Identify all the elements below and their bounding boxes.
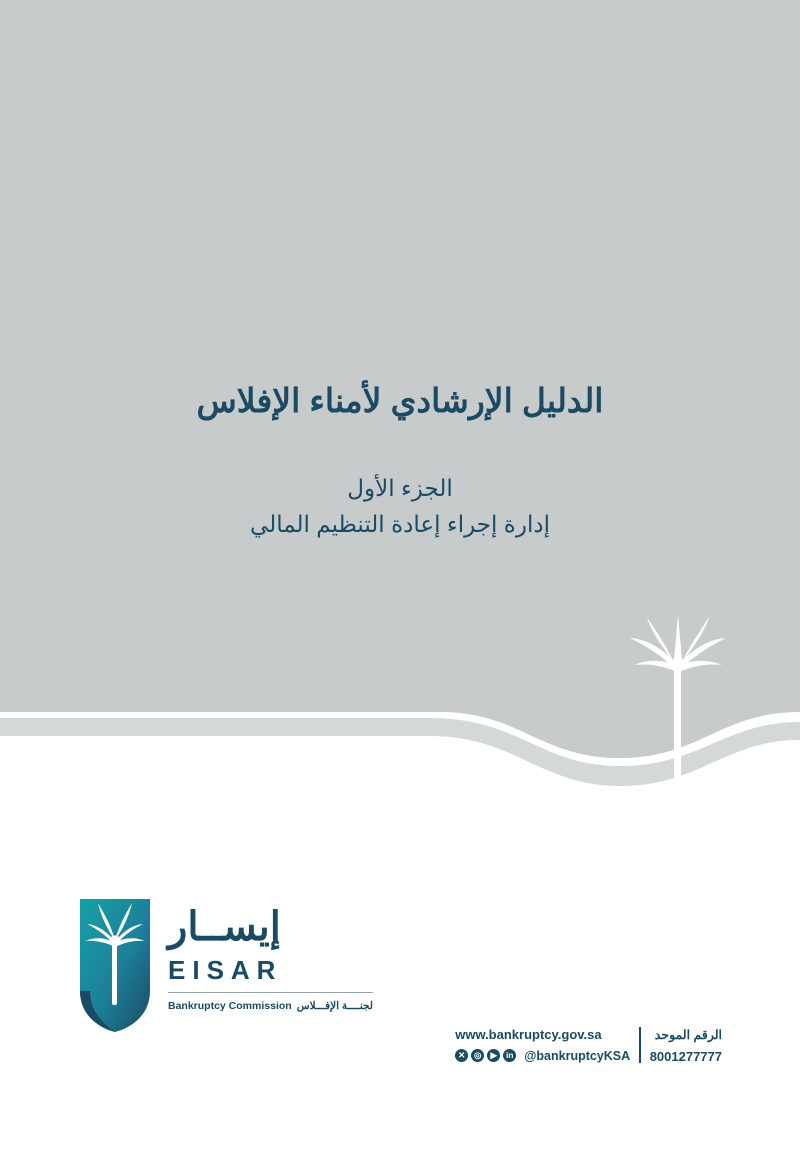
website-link[interactable]: www.bankruptcy.gov.sa [455,1027,602,1042]
cover-subtitle [60,471,740,542]
logo-tagline-ar: لجنــــة الإفـــلاس [296,1000,373,1012]
logo-latin-name: EISAR [168,955,283,985]
contact-block [455,1025,722,1067]
logo-arabic-name: إيســار [168,905,281,949]
logo-tagline-en: Bankruptcy Commission [168,1000,292,1012]
social-handle[interactable]: @bankruptcyKSA [524,1048,631,1063]
instagram-icon[interactable]: ◎ [471,1049,484,1062]
cover-subtitle-line-1: الجزء الأول [347,474,453,501]
logo-tagline [168,1000,373,1012]
eisar-logo-wordmark [168,907,373,1012]
cover-subtitle-line-2: إدارة إجراء إعادة التنظيم المالي [250,510,550,537]
eisar-logo [76,895,376,1075]
unified-number-block [650,1025,722,1067]
linkedin-icon[interactable]: in [503,1049,516,1062]
unified-number-value[interactable]: 8001277777 [649,1048,722,1064]
page-title: الدليل الإرشادي لأمناء الإفلاس [196,382,604,419]
unified-number-label: الرقم الموحد [654,1028,722,1042]
x-icon[interactable]: ✕ [455,1049,468,1062]
palm-tree-icon [618,615,738,780]
logo-divider [168,992,373,993]
contact-divider [639,1027,641,1063]
cover-title-block [0,380,800,542]
web-social-block [455,1025,630,1066]
eisar-logo-mark-icon [76,895,154,1035]
youtube-icon[interactable]: ▶ [487,1049,500,1062]
social-row [455,1046,630,1066]
